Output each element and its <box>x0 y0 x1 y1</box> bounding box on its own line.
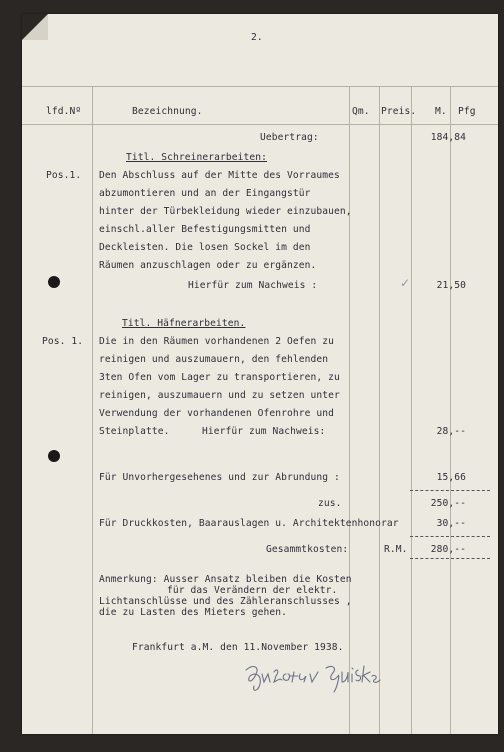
column-divider-preis <box>379 86 380 734</box>
pos-label-schreiner: Pos.1. <box>46 170 82 181</box>
anmerkung-line: die zu Lasten des Mieters gehen. <box>99 607 288 618</box>
column-divider-pos <box>92 86 93 734</box>
total-double-rule <box>410 558 490 559</box>
gesammt-label: Gesammtkosten: <box>266 544 349 555</box>
column-divider-qm <box>349 86 350 734</box>
gesammt-currency: R.M. <box>384 544 408 555</box>
gesammt-amount: 280,-- <box>430 544 466 555</box>
header-preis: Preis. <box>381 106 417 117</box>
pos-label-haefner: Pos. 1. <box>42 336 84 347</box>
item-line: Steinplatte. <box>99 426 170 437</box>
header-pfg: Pfg <box>458 106 476 117</box>
item-line: reinigen und auszumauern, den fehlenden <box>99 354 329 365</box>
uebertrag-label: Uebertrag: <box>260 132 319 143</box>
unvorhergesehen-label: Für Unvorhergesehenes und zur Abrundung : <box>99 472 340 483</box>
item-line: Deckleisten. Die losen Sockel im den <box>99 242 311 253</box>
page-number: 2. <box>251 32 263 43</box>
item-line: einschl.aller Befestigungsmitten und <box>99 224 311 235</box>
anmerkung-line: für das Verändern der elektr. <box>167 585 338 596</box>
punch-hole-top <box>48 276 60 288</box>
item-line: hinter der Türbekleidung wieder einzubauen, <box>99 206 352 217</box>
column-divider-pfg <box>450 86 451 734</box>
total-divider <box>410 536 490 537</box>
druckkosten-label: Für Druckkosten, Baarauslagen u. Architektenhonorar <box>99 518 399 529</box>
druckkosten-amount: 30,-- <box>436 518 466 529</box>
zus-amount: 250,-- <box>430 498 466 509</box>
item-line: reinigen, auszumauern und zu setzen unter <box>99 390 340 401</box>
header-bezeichnung: Bezeichnung. <box>132 106 203 117</box>
uebertrag-amount: 184,84 <box>430 132 466 143</box>
section-title-haefner: Titl. Häfnerarbeiten. <box>122 318 246 329</box>
header-top-rule <box>22 86 498 87</box>
nachweis-schreiner: Hierfür zum Nachweis : <box>188 280 318 291</box>
date-line: Frankfurt a.M. den 11.November 1938. <box>132 642 344 653</box>
item-line: Verwendung der vorhandenen Ofenrohre und <box>99 408 335 419</box>
zus-label: zus. <box>318 498 342 509</box>
folded-corner-flap <box>22 14 48 40</box>
anmerkung-line: Anmerkung: Ausser Ansatz bleiben die Kosten <box>99 574 352 585</box>
column-divider-m <box>411 86 412 734</box>
header-bottom-rule <box>22 124 498 125</box>
sum-divider <box>410 490 490 491</box>
punch-hole-bottom <box>48 450 60 462</box>
item-line: abzumontieren und an der Eingangstür <box>99 188 311 199</box>
amount-schreiner: 21,50 <box>436 280 466 291</box>
item-line: Die in den Räumen vorhandenen 2 Oefen zu <box>99 336 335 347</box>
check-mark-icon: ✓ <box>400 276 411 290</box>
document-page <box>22 14 498 734</box>
header-lfd-nr: lfd.Nº <box>46 106 82 117</box>
anmerkung-line: Lichtanschlüsse und des Zähleranschlusses , <box>99 596 352 607</box>
amount-haefner: 28,-- <box>436 426 466 437</box>
item-line: 3ten Ofen vom Lager zu transportieren, zu <box>99 372 340 383</box>
header-qm: Qm. <box>352 106 370 117</box>
item-line: Räumen anzuschlagen oder zu ergänzen. <box>99 260 317 271</box>
section-title-schreiner: Titl. Schreinerarbeiten: <box>126 152 268 163</box>
handwritten-signature <box>242 662 382 696</box>
nachweis-haefner: Hierfür zum Nachweis: <box>202 426 326 437</box>
unvorhergesehen-amount: 15,66 <box>436 472 466 483</box>
item-line: Den Abschluss auf der Mitte des Vorraumes <box>99 170 340 181</box>
header-m: M. <box>435 106 447 117</box>
